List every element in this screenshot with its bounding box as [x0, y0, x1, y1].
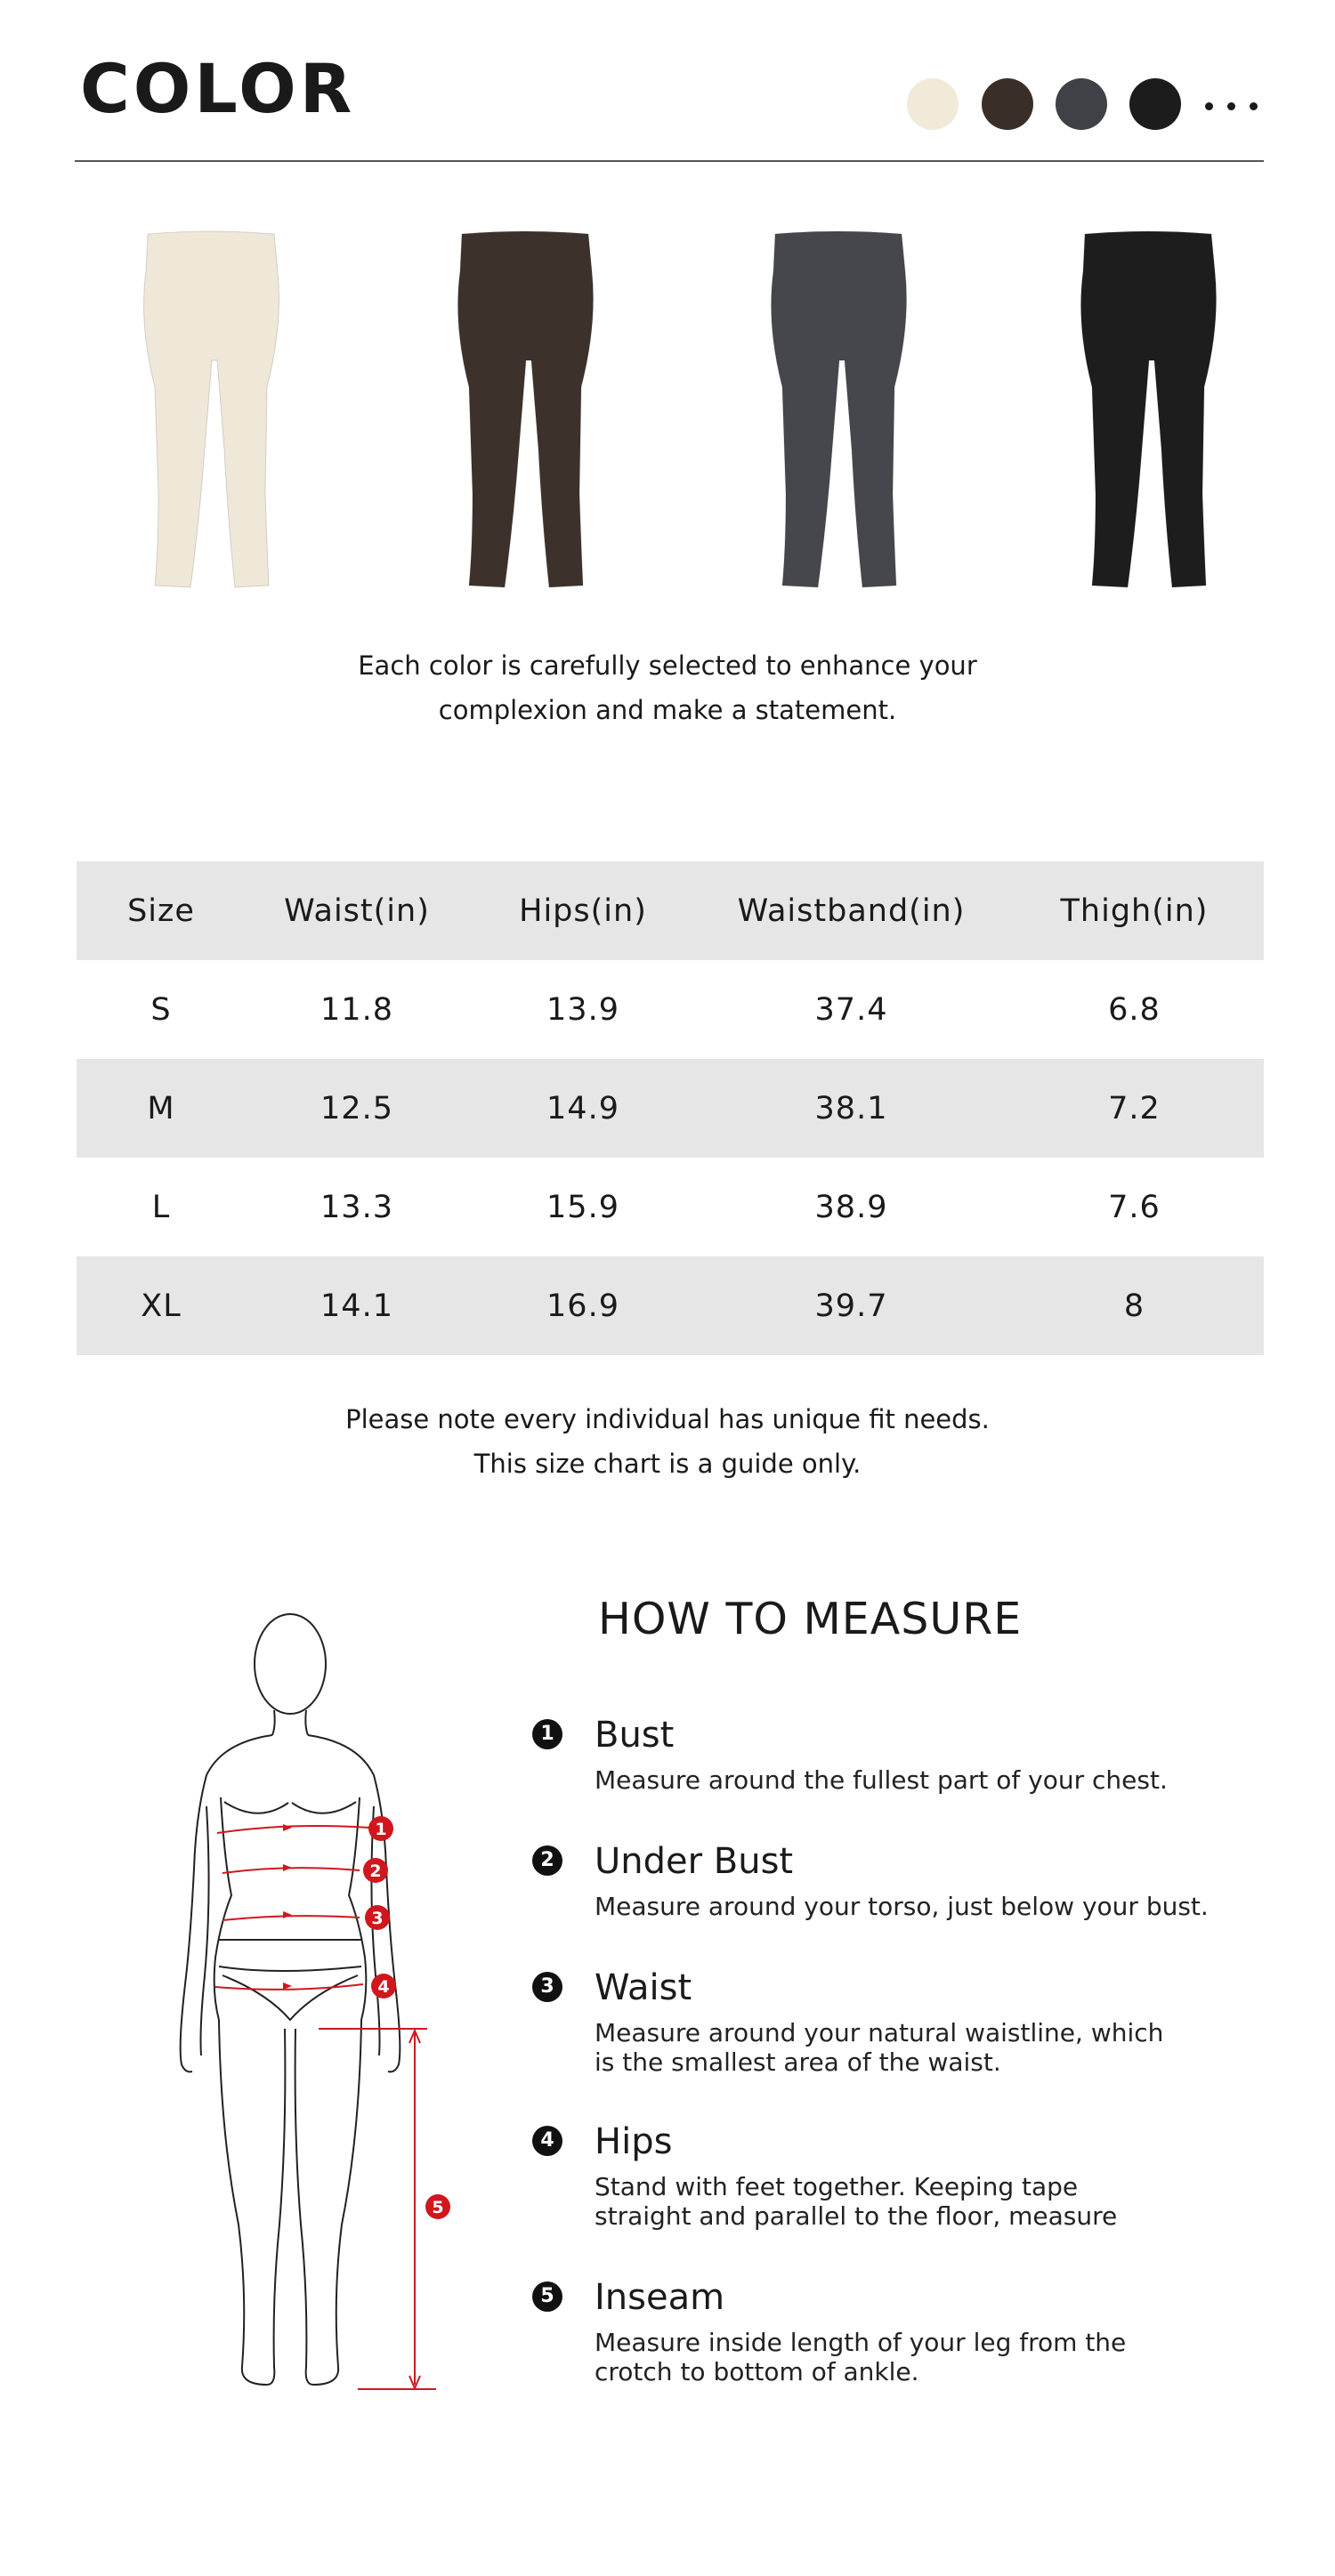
color-note-line-1: Each color is carefully selected to enhance your — [358, 650, 977, 681]
pants-image-black[interactable] — [1072, 227, 1224, 596]
step-title: Hips — [595, 2121, 673, 2162]
measure-lines — [215, 1824, 436, 2389]
pants-image-brown[interactable] — [449, 227, 601, 596]
size-chart-table — [77, 861, 1264, 1355]
step-number-badge: 3 — [532, 1972, 562, 2002]
table-cell: 8 — [1005, 1256, 1264, 1355]
page-title: COLOR — [80, 49, 356, 128]
step-hips — [532, 2122, 1262, 2238]
table-cell: 7.6 — [1005, 1158, 1264, 1256]
table-cell: S — [77, 960, 246, 1059]
table-cell: 12.5 — [246, 1059, 468, 1158]
cream-swatch[interactable] — [907, 78, 959, 130]
step-number-badge: 1 — [532, 1719, 562, 1749]
table-row — [77, 1256, 1264, 1355]
table-cell: 39.7 — [698, 1256, 1005, 1355]
step-title: Bust — [595, 1715, 675, 1756]
table-cell: 6.8 — [1005, 960, 1264, 1059]
header-size: Size — [77, 861, 246, 960]
table-cell: L — [77, 1158, 246, 1256]
marker-4-label: 4 — [377, 1977, 390, 1997]
pants-image-gray[interactable] — [763, 227, 914, 596]
step-title: Inseam — [595, 2277, 725, 2318]
step-bust — [532, 1716, 1262, 1805]
table-row — [77, 960, 1264, 1059]
step-description: Measure around your natural waistline, which is the smallest area of the waist. — [595, 2018, 1164, 2077]
header-waist: Waist(in) — [246, 861, 468, 960]
step-title: Under Bust — [595, 1841, 794, 1882]
gray-swatch[interactable] — [1056, 78, 1107, 130]
table-cell: 14.9 — [468, 1059, 698, 1158]
table-cell: 13.3 — [246, 1158, 468, 1256]
table-cell: 37.4 — [698, 960, 1005, 1059]
marker-2-label: 2 — [369, 1861, 382, 1881]
brown-swatch[interactable] — [982, 78, 1033, 130]
table-cell: XL — [77, 1256, 246, 1355]
measure-markers — [363, 1816, 450, 2219]
fit-note-line-1: Please note every individual has unique fit needs. — [345, 1404, 990, 1434]
step-description: Measure around your torso, just below your bust. — [595, 1892, 1209, 1921]
table-cell: 7.2 — [1005, 1059, 1264, 1158]
marker-1-label: 1 — [375, 1820, 387, 1839]
header-divider — [75, 160, 1264, 162]
table-header-row — [77, 861, 1264, 960]
body-measure-figure — [169, 1602, 498, 2402]
step-inseam — [532, 2278, 1262, 2394]
body-outline — [181, 1614, 400, 2385]
step-description: Measure inside length of your leg from the crotch to bottom of ankle. — [595, 2328, 1127, 2386]
color-note-line-2: complexion and make a statement. — [438, 695, 897, 725]
table-cell: 38.1 — [698, 1059, 1005, 1158]
table-row — [77, 1158, 1264, 1256]
step-number-badge: 5 — [532, 2281, 562, 2312]
step-number-badge: 4 — [532, 2126, 562, 2156]
table-cell: M — [77, 1059, 246, 1158]
fit-note-line-2: This size chart is a guide only. — [473, 1449, 862, 1479]
table-cell: 14.1 — [246, 1256, 468, 1355]
marker-5-label: 5 — [432, 2198, 444, 2217]
header-hips: Hips(in) — [468, 861, 698, 960]
pants-image-cream[interactable] — [135, 227, 287, 596]
header-waistband: Waistband(in) — [698, 861, 1005, 960]
more-dots-icon[interactable] — [1203, 89, 1266, 125]
how-to-measure-title: HOW TO MEASURE — [598, 1594, 1023, 1644]
table-cell: 11.8 — [246, 960, 468, 1059]
table-cell: 15.9 — [468, 1158, 698, 1256]
marker-3-label: 3 — [371, 1909, 384, 1928]
header-thigh: Thigh(in) — [1005, 861, 1264, 960]
table-cell: 16.9 — [468, 1256, 698, 1355]
table-cell: 13.9 — [468, 960, 698, 1059]
step-description: Stand with feet together. Keeping tape straight and parallel to the floor, measure — [595, 2172, 1118, 2231]
black-swatch[interactable] — [1129, 78, 1181, 130]
step-waist — [532, 1968, 1262, 2084]
table-row — [77, 1059, 1264, 1158]
step-number-badge: 2 — [532, 1845, 562, 1876]
step-title: Waist — [595, 1967, 692, 2008]
table-cell: 38.9 — [698, 1158, 1005, 1256]
step-description: Measure around the fullest part of your chest. — [595, 1765, 1168, 1795]
step-under-bust — [532, 1842, 1262, 1931]
